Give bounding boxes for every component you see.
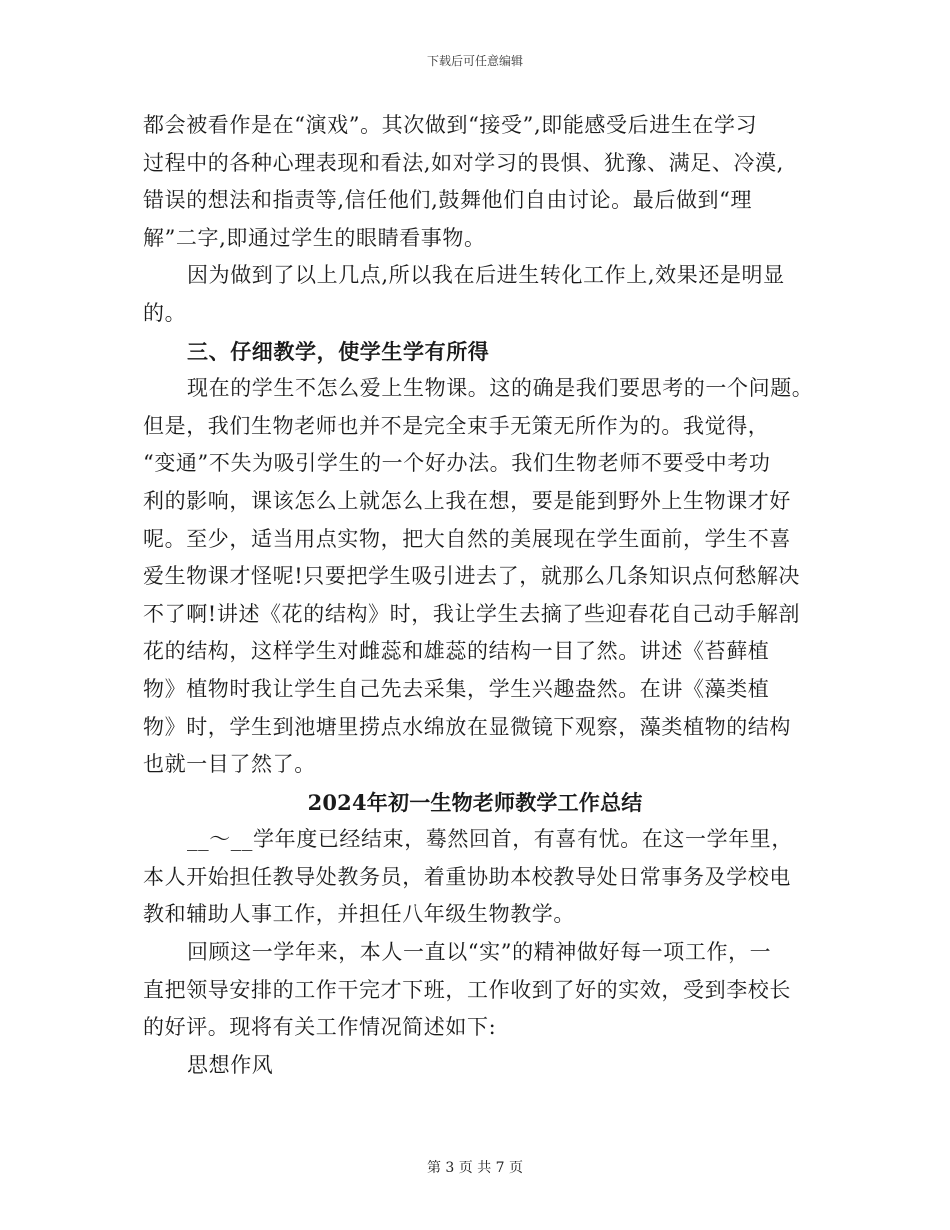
paragraph-line: 但是，我们生物老师也并不是完全束手无策无所作为的。我觉得， <box>143 413 770 438</box>
paragraph-line: 错误的想法和指责等,信任他们,鼓舞他们自由讨论。最后做到“理 <box>143 188 753 213</box>
paragraph-line: 的好评。现将有关工作情况简述如下: <box>143 1015 497 1040</box>
paragraph-line: 花的结构，这样学生对雌蕊和雄蕊的结构一目了然。讲述《苔藓植 <box>143 639 770 664</box>
page-header: 下载后可任意编辑 <box>426 54 523 68</box>
paragraph-line: __～__学年度已经结束，蓦然回首，有喜有忧。在这一学年里， <box>187 827 793 852</box>
paragraph-line: 过程中的各种心理表现和看法,如对学习的畏惧、犹豫、满足、冷漠, <box>143 150 784 175</box>
section-heading: 三、仔细教学，使学生学有所得 <box>187 338 490 364</box>
paragraph-line: 呢。至少，适当用点实物，把大自然的美展现在学生面前，学生不喜 <box>143 526 791 551</box>
paragraph-line: “变通”不失为吸引学生的一个好办法。我们生物老师不要受中考功 <box>143 451 771 476</box>
paragraph-line: 直把领导安排的工作干完才下班，工作收到了好的实效，受到李校长 <box>143 977 791 1002</box>
paragraph-line: 都会被看作是在“演戏”。其次做到“接受”,即能感受后进生在学习 <box>143 113 758 137</box>
paragraph-line: 教和辅助人事工作，并担任八年级生物教学。 <box>143 902 575 927</box>
paragraph-line: 现在的学生不怎么爱上生物课。这的确是我们要思考的一个问题。 <box>187 376 814 401</box>
paragraph-line: 回顾这一学年来，本人一直以“实”的精神做好每一项工作，一 <box>187 940 772 965</box>
document-title: 2024年初一生物老师教学工作总结 <box>307 789 643 815</box>
paragraph-line: 解”二字,即通过学生的眼睛看事物。 <box>143 225 486 250</box>
paragraph-line: 的。 <box>143 300 187 325</box>
paragraph-line: 不了啊!讲述《花的结构》时，我让学生去摘了些迎春花自己动手解剖 <box>143 601 801 626</box>
document-body <box>143 107 814 1084</box>
paragraph-line: 本人开始担任教导处教务员，着重协助本校教导处日常事务及学校电 <box>143 864 791 889</box>
page-footer: 第 3 页 共 7 页 <box>426 1160 524 1176</box>
paragraph-line: 物》植物时我让学生自己先去采集，学生兴趣盎然。在讲《藻类植 <box>143 676 770 701</box>
paragraph-line: 也就一目了然了。 <box>143 752 316 777</box>
paragraph-line: 利的影响，课该怎么上就怎么上我在想，要是能到野外上生物课才好 <box>143 488 791 513</box>
paragraph-line: 因为做到了以上几点,所以我在后进生转化工作上,效果还是明显 <box>187 263 785 288</box>
paragraph-line: 物》时，学生到池塘里捞点水绵放在显微镜下观察，藻类植物的结构 <box>143 714 791 739</box>
subsection-heading: 思想作风 <box>187 1052 274 1077</box>
paragraph-line: 爱生物课才怪呢!只要把学生吸引进去了，就那么几条知识点何愁解决 <box>143 564 801 589</box>
